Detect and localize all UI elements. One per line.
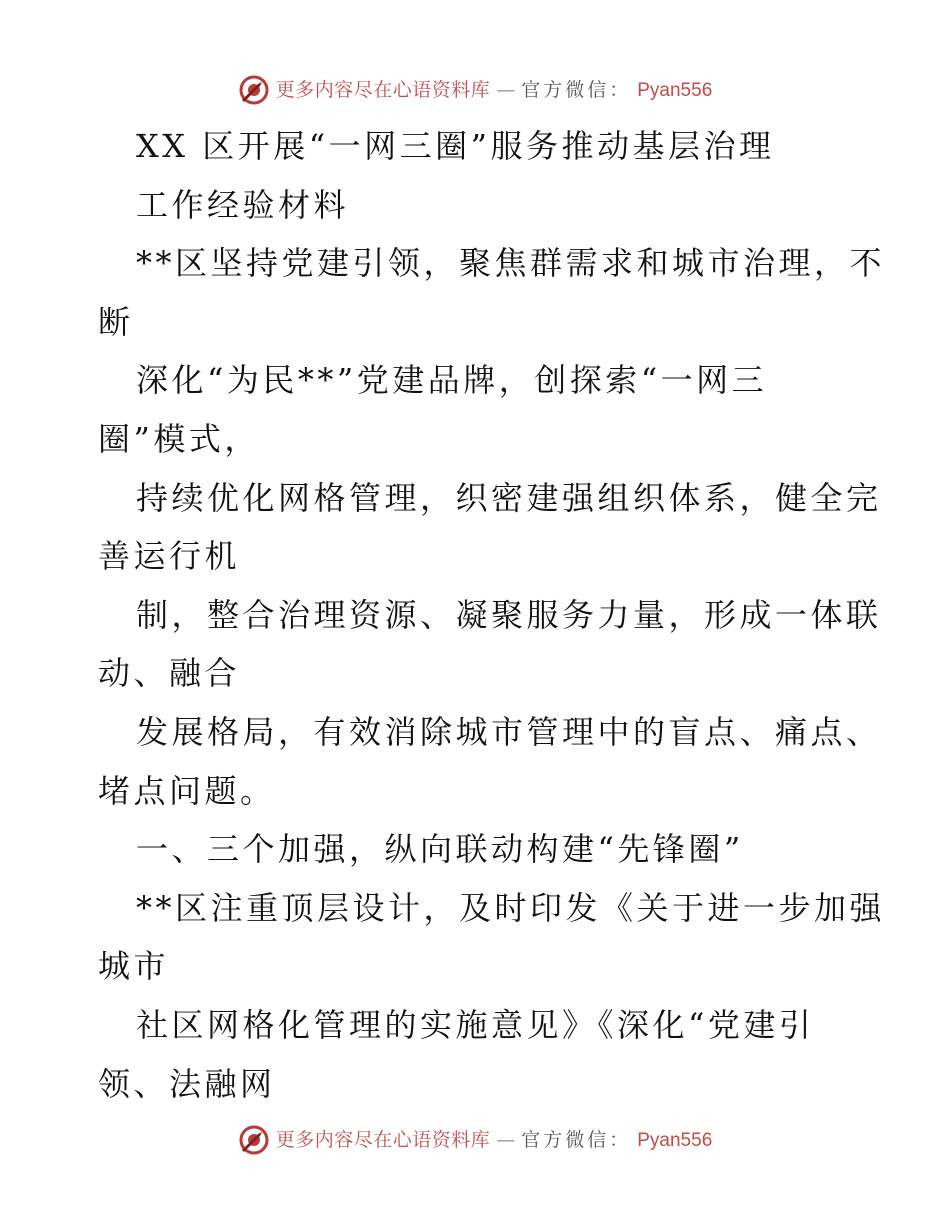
section-heading: 一、三个加强，纵向联动构建“先锋圈” — [136, 830, 744, 869]
paragraph-line: 社区网格化管理的实施意见》《深化“党建引 — [136, 1005, 815, 1044]
library-logo-icon — [238, 1124, 270, 1156]
paragraph-line: 动、融合 — [98, 654, 241, 693]
watermark-official-label: 官方微信： — [521, 1128, 632, 1151]
paragraph-line: 城市 — [98, 947, 170, 986]
paragraph-line: 善运行机 — [98, 537, 241, 576]
watermark-text: 更多内容尽在心语资料库 — [275, 1128, 491, 1151]
paragraph-line: 制，整合治理资源、凝聚服务力量，形成一体联 — [136, 595, 882, 634]
paragraph-line: 深化“为民**”党建品牌，创探索“一网三 — [136, 361, 768, 400]
document-title-line-2: 工作经验材料 — [136, 185, 350, 224]
watermark-official-label: 官方微信： — [521, 78, 632, 101]
watermark-text: 更多内容尽在心语资料库 — [275, 78, 491, 101]
paragraph-line: 堵点问题。 — [98, 771, 276, 810]
paragraph-line: **区注重顶层设计，及时印发《关于进一步加强 — [136, 888, 886, 927]
watermark-footer — [0, 1120, 950, 1160]
paragraph-line: 领、法融网 — [98, 1064, 276, 1103]
paragraph-line: 圈”模式， — [98, 419, 260, 458]
paragraph-line: 持续优化网格管理，织密建强组织体系，健全完 — [136, 478, 882, 517]
watermark-dash: — — [496, 78, 516, 101]
document-title-line-1: XX 区开展“一网三圈”服务推动基层治理 — [136, 127, 775, 165]
library-logo-icon — [238, 74, 270, 106]
watermark-wechat-id: Pyan556 — [637, 1129, 713, 1151]
watermark-header — [0, 70, 950, 110]
watermark-dash: — — [496, 1128, 516, 1151]
paragraph-line: 断 — [98, 302, 134, 341]
watermark-wechat-id: Pyan556 — [637, 79, 713, 101]
paragraph-line: **区坚持党建引领，聚焦群需求和城市治理，不 — [136, 244, 886, 283]
paragraph-line: 发展格局，有效消除城市管理中的盲点、痛点、 — [136, 712, 882, 751]
document-body — [98, 117, 886, 1113]
